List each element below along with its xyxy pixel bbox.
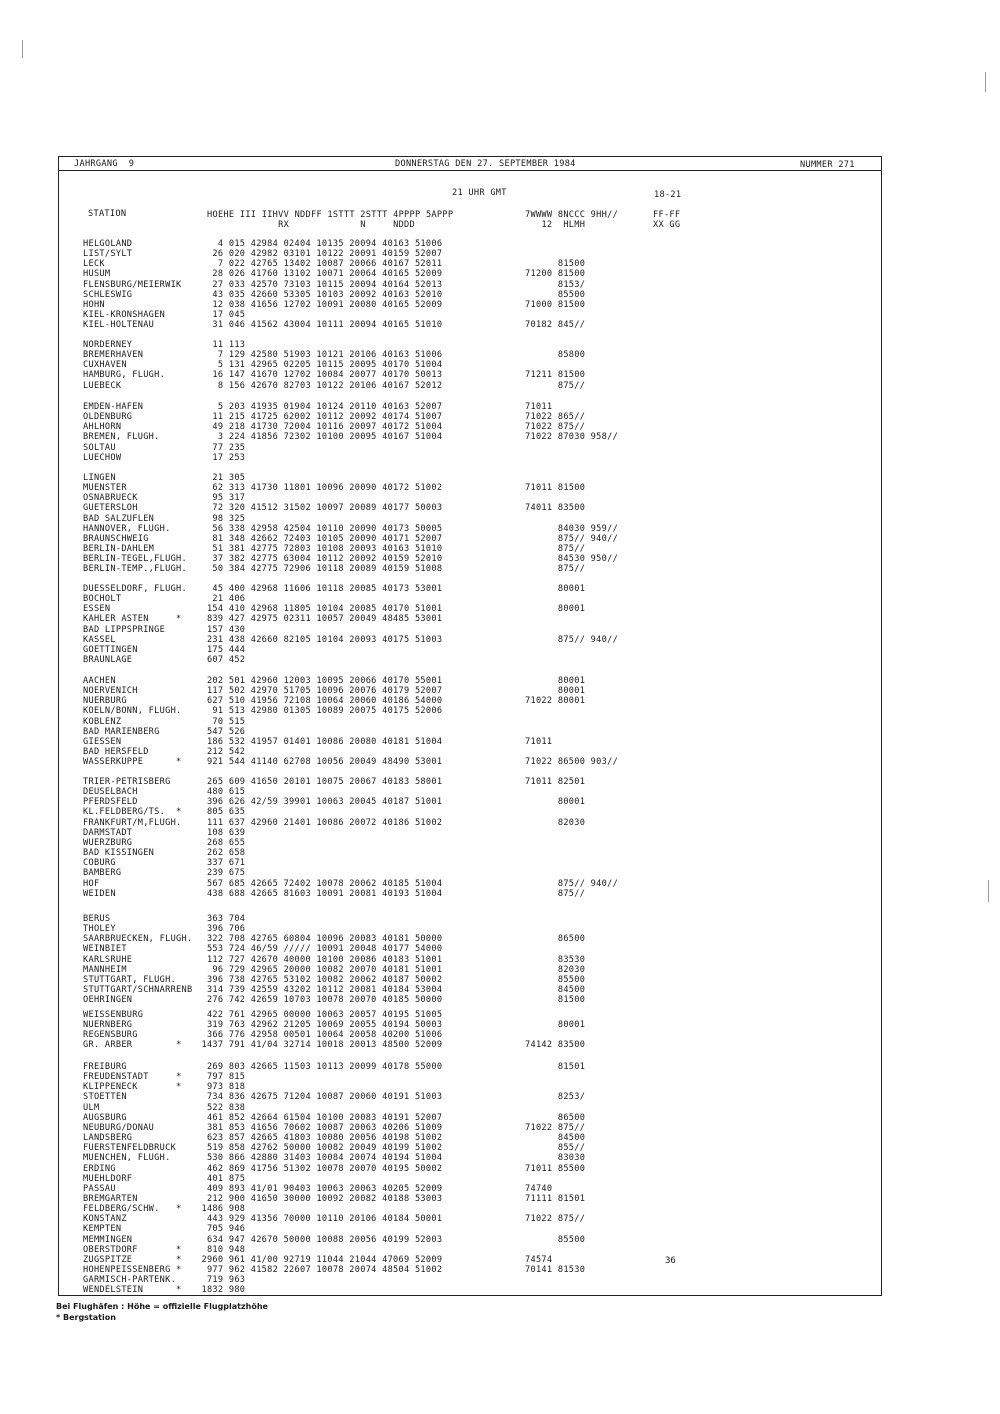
station-name: BOCHOLT — [83, 594, 122, 605]
station-extra-codes: 70141 81530 — [525, 1265, 586, 1275]
station-name: KOBLENZ — [83, 716, 122, 727]
station-extra-codes: 74011 83500 — [525, 503, 586, 514]
station-codes: 2960 961 41/00 92719 11044 21044 47069 52009 — [196, 1254, 443, 1265]
station-codes: 522 838 — [196, 1102, 246, 1113]
station-codes: 12 038 41656 12702 10091 20080 40165 52009 — [196, 299, 443, 310]
extra-header-line2: 12 HLMH — [525, 220, 586, 230]
station-name: WUERZBURG — [83, 837, 133, 848]
issue-label: NUMMER 271 — [800, 160, 855, 170]
station-name: LUECHOW — [83, 452, 122, 463]
station-codes: 461 852 42664 61504 10100 20083 40191 52007 — [196, 1112, 443, 1123]
station-name: ULM — [83, 1102, 100, 1113]
station-extra-codes: 71011 85500 — [525, 1163, 586, 1174]
scan-mark — [988, 880, 989, 902]
station-name: KAHLER ASTEN * — [83, 614, 182, 625]
station-name: STUTTGART, FLUGH. — [83, 974, 177, 985]
station-name: BERLIN-TEMP.,FLUGH. — [83, 564, 188, 575]
station-codes: 239 675 — [196, 868, 246, 879]
station-name: STUTTGART/SCHNARRENB — [83, 985, 193, 996]
station-codes: 117 502 42970 51705 10096 20076 40179 52007 — [196, 686, 443, 697]
station-name: OSNABRUECK — [83, 493, 138, 504]
station-name: BREMGARTEN — [83, 1193, 138, 1204]
station-codes: 50 384 42775 72906 10118 20089 40159 51008 — [196, 564, 443, 575]
station-codes: 21 406 — [196, 594, 246, 605]
station-name: KLIPPENECK * — [83, 1082, 182, 1093]
station-codes: 314 739 42559 43202 10112 20081 40184 53004 — [196, 985, 443, 996]
station-extra-codes: 71022 86500 903// — [525, 757, 619, 768]
station-name: HOHN — [83, 299, 105, 310]
station-codes: 3 224 41856 72302 10100 20095 40167 51004 — [196, 432, 443, 443]
station-codes: 839 427 42975 02311 10057 20049 48485 53001 — [196, 614, 443, 625]
station-codes: 95 317 — [196, 493, 246, 504]
station-extra-codes: 80001 — [525, 604, 586, 615]
station-name: BAD KISSINGEN — [83, 848, 155, 859]
station-name: FLENSBURG/MEIERWIK — [83, 279, 182, 290]
station-extra-codes: 84500 — [525, 985, 586, 996]
station-codes: 27 033 42570 73103 10115 20094 40164 52013 — [196, 279, 443, 290]
station-extra-codes: 86500 — [525, 934, 586, 945]
station-codes: 634 947 42670 50000 10088 20056 40199 52003 — [196, 1234, 443, 1245]
station-codes: 49 218 41730 72004 10116 20097 40172 51004 — [196, 422, 443, 433]
station-codes: 77 235 — [196, 442, 246, 453]
station-codes: 45 400 42968 11606 10118 20085 40173 53001 — [196, 584, 443, 594]
station-extra-codes: 82030 — [525, 817, 586, 828]
station-name: BAMBERG — [83, 868, 122, 879]
station-name: FUERSTENFELDBRUCK — [83, 1143, 177, 1154]
station-extra-codes: 855// — [525, 1143, 586, 1154]
station-extra-codes: 70182 845// — [525, 320, 586, 331]
station-name: BAD HERSFELD — [83, 747, 149, 758]
station-name: DUESSELDORF, FLUGH. — [83, 584, 188, 594]
station-codes: 396 626 42/59 39901 10063 20045 40187 51001 — [196, 797, 443, 808]
station-name: BREMEN, FLUGH. — [83, 432, 160, 443]
station-name: KARLSRUHE — [83, 954, 133, 965]
station-name: PASSAU — [83, 1183, 116, 1194]
station-codes: 438 688 42665 81603 10091 20081 40193 51004 — [196, 888, 443, 899]
station-name: SOLTAU — [83, 442, 116, 453]
station-codes: 157 430 — [196, 624, 246, 635]
station-codes: 443 929 41356 70000 10110 20106 40184 50001 — [196, 1214, 443, 1225]
station-extra-codes: 71000 81500 — [525, 299, 586, 310]
volume-label: JAHRGANG 9 — [74, 159, 135, 169]
station-extra-codes: 71200 81500 — [525, 269, 586, 280]
header-rule — [58, 170, 882, 171]
station-codes: 70 515 — [196, 716, 246, 727]
station-extra-codes: 85500 — [525, 289, 586, 300]
station-codes: 977 962 41582 22607 10078 20074 48504 51002 — [196, 1265, 443, 1275]
station-name: HUSUM — [83, 269, 111, 280]
station-codes: 1437 791 41/04 32714 10018 20013 48500 52009 — [196, 1040, 443, 1051]
station-extra-codes: 71211 81500 — [525, 370, 586, 381]
station-extra-codes: 71022 875// — [525, 422, 586, 433]
station-codes: 381 853 41656 70602 10087 20063 40206 51009 — [196, 1122, 443, 1133]
station-name: THOLEY — [83, 924, 116, 935]
station-name: REGENSBURG — [83, 1030, 138, 1041]
station-codes: 212 542 — [196, 747, 246, 758]
station-codes: 7 129 42580 51903 10121 20106 40163 51006 — [196, 350, 443, 361]
station-name: WEISSENBURG — [83, 1010, 144, 1020]
station-name: ZUGSPITZE * — [83, 1254, 182, 1265]
station-name: AACHEN — [83, 676, 116, 686]
station-name: KONSTANZ — [83, 1214, 127, 1225]
station-codes: 396 706 — [196, 924, 246, 935]
station-extra-codes: 71011 81500 — [525, 483, 586, 494]
station-name: PFERDSFELD — [83, 797, 138, 808]
station-name: TRIER-PETRISBERG — [83, 777, 171, 787]
station-extra-codes: 71022 87030 958// — [525, 432, 619, 443]
station-name: ESSEN — [83, 604, 111, 615]
station-extra-codes: 74740 — [525, 1183, 553, 1194]
station-codes: 5 131 42965 02205 10115 20095 40170 51004 — [196, 360, 443, 371]
station-codes: 973 818 — [196, 1082, 246, 1093]
station-codes: 401 875 — [196, 1173, 246, 1184]
station-codes: 202 501 42960 12003 10095 20066 40170 55001 — [196, 676, 443, 686]
station-codes: 31 046 41562 43004 10111 20094 40165 51010 — [196, 320, 443, 331]
station-extra-codes: 80001 — [525, 686, 586, 697]
station-extra-codes: 84500 — [525, 1133, 586, 1144]
station-name: GOETTINGEN — [83, 644, 138, 655]
station-extra-codes: 80001 — [525, 797, 586, 808]
station-name: KIEL-HOLTENAU — [83, 320, 155, 331]
station-codes: 269 803 42665 11503 10113 20099 40178 55000 — [196, 1062, 443, 1072]
station-name: ERDING — [83, 1163, 116, 1174]
station-codes: 16 147 41670 12702 10084 20077 40170 50013 — [196, 370, 443, 381]
station-codes: 231 438 42660 82105 10104 20093 40175 51003 — [196, 634, 443, 645]
station-extra-codes: 84530 950// — [525, 554, 619, 565]
station-extra-codes: 71022 865// — [525, 412, 586, 423]
station-codes: 81 348 42662 72403 10105 20090 40171 52007 — [196, 533, 443, 544]
station-codes: 734 836 42675 71204 10087 20060 40191 51003 — [196, 1092, 443, 1103]
station-extra-codes: 74574 — [525, 1254, 553, 1265]
station-name: MANNHEIM — [83, 964, 127, 975]
station-codes: 112 727 42670 40000 10100 20086 40183 51001 — [196, 954, 443, 965]
station-codes: 1486 908 — [196, 1204, 246, 1215]
station-extra-codes: 82030 — [525, 964, 586, 975]
station-name: LINGEN — [83, 473, 116, 483]
codes-header-line2: RX N NDDD — [207, 220, 416, 230]
station-name: WEINBIET — [83, 944, 127, 955]
station-extra-codes: 71011 82501 — [525, 777, 586, 787]
station-codes: 8 156 42670 82703 10122 20106 40167 52012 — [196, 380, 443, 391]
station-codes: 921 544 41140 62708 10056 20049 48490 53001 — [196, 757, 443, 768]
station-codes: 17 253 — [196, 452, 246, 463]
station-name: BERUS — [83, 914, 111, 924]
station-codes: 111 637 42960 21401 10086 20072 40186 51002 — [196, 817, 443, 828]
station-codes: 366 776 42958 00501 10064 20058 40200 51006 — [196, 1030, 443, 1041]
station-name: KOELN/BONN, FLUGH. — [83, 706, 182, 717]
station-name: FRANKFURT/M,FLUGH. — [83, 817, 182, 828]
station-name: KL.FELDBERG/TS. * — [83, 807, 182, 818]
station-name: OLDENBURG — [83, 412, 133, 423]
station-name: BRAUNLAGE — [83, 655, 133, 666]
station-name: FREIBURG — [83, 1062, 127, 1072]
station-name: LIST/SYLT — [83, 249, 133, 260]
station-extra-codes: 84030 959// — [525, 523, 619, 534]
station-codes: 7 022 42765 13402 10087 20066 40167 52011 — [196, 259, 443, 270]
station-name: MEMMINGEN — [83, 1234, 133, 1245]
time-label: 21 UHR GMT — [452, 188, 507, 198]
station-codes: 62 313 41730 11801 10096 20090 40172 51002 — [196, 483, 443, 494]
station-name: DARMSTADT — [83, 827, 133, 838]
station-extra-codes: 875// 940// — [525, 533, 619, 544]
station-codes: 547 526 — [196, 726, 246, 737]
station-name: OEHRINGEN — [83, 995, 133, 1006]
station-codes: 409 893 41/01 90403 10063 20063 40205 52009 — [196, 1183, 443, 1194]
station-codes: 91 513 42980 01305 10089 20075 40175 52006 — [196, 706, 443, 717]
station-name: GR. ARBER * — [83, 1040, 182, 1051]
station-codes: 567 685 42665 72402 10078 20062 40185 51004 — [196, 878, 443, 889]
station-extra-codes: 875// — [525, 888, 586, 899]
station-codes: 530 866 42880 31403 10084 20074 40194 51004 — [196, 1153, 443, 1164]
station-codes: 623 857 42665 41803 10080 20056 40198 51002 — [196, 1133, 443, 1144]
station-extra-codes: 85500 — [525, 974, 586, 985]
station-name: FREUDENSTADT * — [83, 1072, 182, 1083]
station-column-header: STATION — [88, 209, 127, 219]
station-name: LECK — [83, 259, 105, 270]
station-extra-codes: 875// 940// — [525, 878, 619, 889]
station-name: BRAUNSCHWEIG — [83, 533, 149, 544]
station-codes: 462 869 41756 51302 10078 20070 40195 50002 — [196, 1163, 443, 1174]
station-codes: 26 020 42982 03101 10122 20091 40159 52007 — [196, 249, 443, 260]
station-name: KEMPTEN — [83, 1224, 122, 1235]
station-codes: 108 639 — [196, 827, 246, 838]
station-name: KIEL-KRONSHAGEN — [83, 310, 166, 321]
station-codes: 21 305 — [196, 473, 246, 483]
station-codes: 262 658 — [196, 848, 246, 859]
station-name: COBURG — [83, 858, 116, 869]
station-extra-codes: 71022 875// — [525, 1122, 586, 1133]
station-codes: 98 325 — [196, 513, 246, 524]
station-name: OBERSTDORF * — [83, 1244, 182, 1255]
station-extra-codes: 875// 940// — [525, 634, 619, 645]
station-codes: 607 452 — [196, 655, 246, 666]
station-name: NUERNBERG — [83, 1020, 133, 1031]
station-codes: 56 338 42958 42504 10110 20090 40173 50005 — [196, 523, 443, 534]
station-name: STOETTEN — [83, 1092, 127, 1103]
station-extra-codes: 80001 — [525, 676, 586, 686]
station-extra-codes: 71022 875// — [525, 1214, 586, 1225]
station-name: SAARBRUECKEN, FLUGH. — [83, 934, 193, 945]
station-codes: 276 742 42659 10703 10078 20070 40185 50000 — [196, 995, 443, 1006]
scan-mark — [22, 40, 23, 58]
station-codes: 175 444 — [196, 644, 246, 655]
station-name: CUXHAVEN — [83, 360, 127, 371]
station-name: NEUBURG/DONAU — [83, 1122, 155, 1133]
station-codes: 212 900 41650 30000 10092 20082 40188 53003 — [196, 1193, 443, 1204]
station-name: BERLIN-TEGEL,FLUGH. — [83, 554, 188, 565]
range-label: 18-21 — [654, 190, 682, 200]
station-codes: 553 724 46/59 ///// 10091 20048 40177 54000 — [196, 944, 443, 955]
station-extra-codes: 875// — [525, 380, 586, 391]
station-extra-codes: 86500 — [525, 1112, 586, 1123]
station-name: NUERBURG — [83, 696, 127, 707]
station-name: HOF — [83, 878, 100, 889]
station-codes: 627 510 41956 72108 10064 20060 40186 54000 — [196, 696, 443, 707]
station-codes: 96 729 42965 20000 10082 20070 40181 51001 — [196, 964, 443, 975]
station-name: BAD MARIENBERG — [83, 726, 160, 737]
station-extra-codes: 83030 — [525, 1153, 586, 1164]
extra-header-line1: 7WWWW 8NCCC 9HH// — [525, 210, 619, 220]
station-name: WEIDEN — [83, 888, 116, 899]
ff-header-line1: FF-FF — [653, 210, 681, 220]
station-codes: 519 858 42762 50000 10082 20049 40199 51002 — [196, 1143, 443, 1154]
station-codes: 5 203 41935 01904 10124 20110 40163 52007 — [196, 402, 443, 412]
station-codes: 396 738 42765 53102 10082 20062 40187 50002 — [196, 974, 443, 985]
station-codes: 805 635 — [196, 807, 246, 818]
station-name: HOHENPEISSENBERG * — [83, 1265, 182, 1275]
ff-header-line2: XX GG — [653, 220, 681, 230]
table-frame — [58, 156, 882, 1296]
station-name: BERLIN-DAHLEM — [83, 544, 155, 555]
station-codes: 810 948 — [196, 1244, 246, 1255]
station-codes: 11 215 41725 62002 10112 20092 40174 51007 — [196, 412, 443, 423]
station-name: KASSEL — [83, 634, 116, 645]
station-name: HAMBURG, FLUGH. — [83, 370, 166, 381]
station-extra-codes: 81501 — [525, 1062, 586, 1072]
station-name: GARMISCH-PARTENK. — [83, 1275, 177, 1286]
station-name: NOERVENICH — [83, 686, 138, 697]
station-name: DEUSELBACH — [83, 787, 138, 798]
station-codes: 265 609 41650 20101 10075 20067 40183 58001 — [196, 777, 443, 787]
station-codes: 43 035 42660 53305 10103 20092 40163 52010 — [196, 289, 443, 300]
station-name: BAD SALZUFLEN — [83, 513, 155, 524]
station-extra-codes: 875// — [525, 564, 586, 575]
station-extra-codes: 81500 — [525, 995, 586, 1006]
station-codes: 319 763 42962 21205 10069 20055 40194 50003 — [196, 1020, 443, 1031]
station-name: HELGOLAND — [83, 239, 133, 249]
station-name: GUETERSLOH — [83, 503, 138, 514]
station-codes: 1832 980 — [196, 1285, 246, 1296]
station-extra-codes: 8253/ — [525, 1092, 586, 1103]
station-extra-codes: 80001 — [525, 1020, 586, 1031]
station-name: GIESSEN — [83, 736, 122, 747]
codes-header-line1: HOEHE III IIHVV NDDFF 1STTT 2STTT 4PPPP 5APPP — [207, 210, 454, 220]
station-codes: 480 615 — [196, 787, 246, 798]
station-extra-codes: 71111 81501 — [525, 1193, 586, 1204]
station-codes: 422 761 42965 00000 10063 20057 40195 51005 — [196, 1010, 443, 1020]
station-extra-codes: 71011 — [525, 402, 553, 412]
station-codes: 72 320 41512 31502 10097 20089 40177 50003 — [196, 503, 443, 514]
station-name: BREMERHAVEN — [83, 350, 144, 361]
station-codes: 51 381 42775 72803 10108 20093 40163 51010 — [196, 544, 443, 555]
station-name: MUENCHEN, FLUGH. — [83, 1153, 171, 1164]
station-extra-codes: 85800 — [525, 350, 586, 361]
page-number: 36 — [665, 1256, 676, 1266]
station-name: NORDERNEY — [83, 340, 133, 350]
station-codes: 186 532 41957 01401 10086 20080 40181 51004 — [196, 736, 443, 747]
station-name: AHLHORN — [83, 422, 122, 433]
station-name: WASSERKUPPE * — [83, 757, 182, 768]
station-codes: 337 671 — [196, 858, 246, 869]
station-codes: 797 815 — [196, 1072, 246, 1083]
station-extra-codes: 71011 — [525, 736, 553, 747]
station-codes: 154 410 42968 11805 10104 20085 40170 51001 — [196, 604, 443, 615]
station-name: FELDBERG/SCHW. * — [83, 1204, 182, 1215]
date-label: DONNERSTAG DEN 27. SEPTEMBER 1984 — [395, 159, 576, 169]
station-name: MUENSTER — [83, 483, 127, 494]
station-extra-codes: 8153/ — [525, 279, 586, 290]
footnote-airports: Bei Flughäfen : Höhe = offizielle Flugplatzhöhe — [56, 1302, 268, 1311]
station-extra-codes: 83530 — [525, 954, 586, 965]
station-extra-codes: 80001 — [525, 584, 586, 594]
station-name: BAD LIPPSPRINGE — [83, 624, 166, 635]
station-codes: 4 015 42984 02404 10135 20094 40163 51006 — [196, 239, 443, 249]
station-codes: 705 946 — [196, 1224, 246, 1235]
station-name: LANDSBERG — [83, 1133, 133, 1144]
station-codes: 719 963 — [196, 1275, 246, 1286]
station-codes: 17 045 — [196, 310, 246, 321]
station-name: WENDELSTEIN * — [83, 1285, 182, 1296]
station-codes: 363 704 — [196, 914, 246, 924]
station-extra-codes: 875// — [525, 544, 586, 555]
station-extra-codes: 71022 80001 — [525, 696, 586, 707]
station-extra-codes: 81500 — [525, 259, 586, 270]
station-name: SCHLESWIG — [83, 289, 133, 300]
footnote-mountain-station: * Bergstation — [56, 1313, 116, 1322]
station-name: LUEBECK — [83, 380, 122, 391]
station-extra-codes: 74142 83500 — [525, 1040, 586, 1051]
station-codes: 28 026 41760 13102 10071 20064 40165 52009 — [196, 269, 443, 280]
station-codes: 11 113 — [196, 340, 246, 350]
station-name: MUEHLDORF — [83, 1173, 133, 1184]
station-codes: 268 655 — [196, 837, 246, 848]
station-codes: 37 382 42775 63004 10112 20092 40159 52010 — [196, 554, 443, 565]
station-name: EMDEN-HAFEN — [83, 402, 144, 412]
station-codes: 322 708 42765 60804 10096 20083 40181 50000 — [196, 934, 443, 945]
scan-mark — [985, 72, 986, 92]
station-name: HANNOVER, FLUGH. — [83, 523, 171, 534]
station-name: AUGSBURG — [83, 1112, 127, 1123]
station-extra-codes: 85500 — [525, 1234, 586, 1245]
